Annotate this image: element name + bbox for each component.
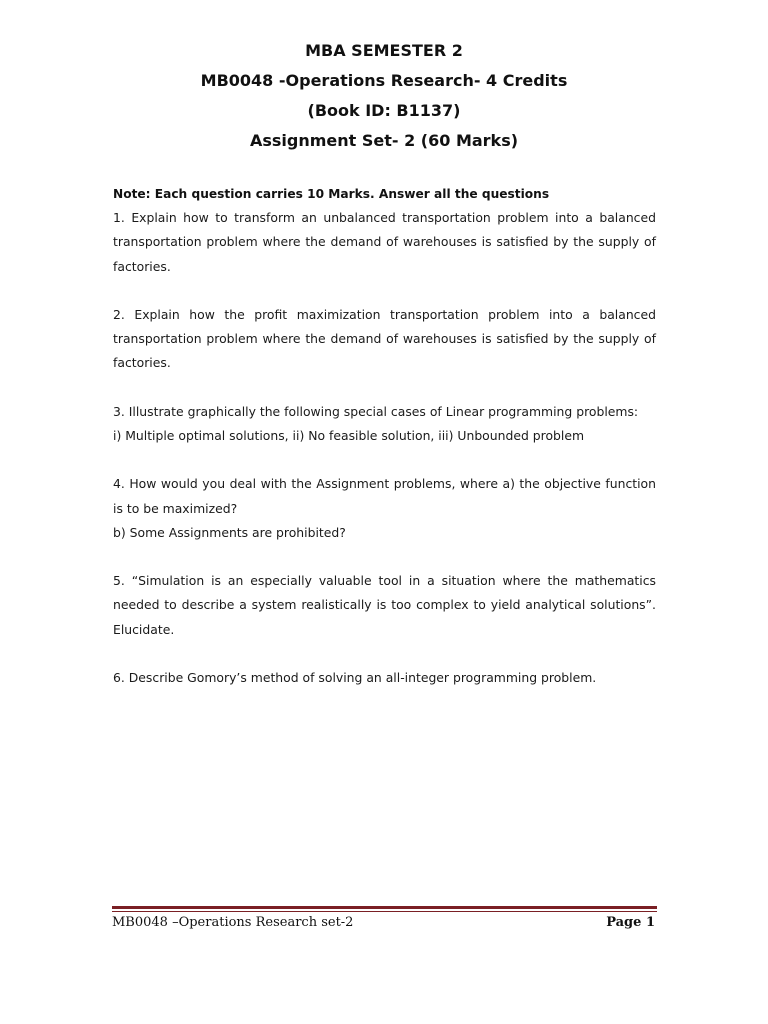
- question-4: [113, 472, 656, 545]
- question-subtext: i) Multiple optimal solutions, ii) No feasible solution, iii) Unbounded problem: [113, 428, 585, 443]
- semester-title: MBA SEMESTER 2: [305, 41, 463, 60]
- question-3: [113, 400, 656, 448]
- question-5: [113, 569, 656, 642]
- page-footer: [112, 913, 657, 933]
- note-text: Note: Each question carries 10 Marks. Answer all the questions: [113, 187, 550, 201]
- document-body: [113, 182, 656, 714]
- footer-divider: [112, 906, 657, 909]
- question-6: [113, 666, 656, 690]
- book-id: (Book ID: B1137): [307, 101, 461, 120]
- question-text: 5. “Simulation is an especially valuable tool in a situation where the mathematics needed to describe a system realistically is too complex to yield analytical solutions”. Elucidate.: [113, 573, 656, 637]
- footer-divider-thin: [112, 911, 657, 912]
- question-text: 6. Describe Gomory’s method of solving an all-integer programming problem.: [113, 669, 597, 685]
- question-subtext: b) Some Assignments are prohibited?: [113, 524, 346, 540]
- question-text: 4. How would you deal with the Assignment problems, where a) the objective function is to be maximized?: [113, 476, 656, 516]
- question-text: 2. Explain how the profit maximization transportation problem into a balanced transportation problem where the demand of warehouses is satisfied by the supply of factories.: [113, 307, 656, 371]
- question-text: 1. Explain how to transform an unbalanced transportation problem into a balanced transportation problem where the demand of warehouses is satisfied by the supply of factories.: [113, 210, 656, 274]
- course-title: MB0048 -Operations Research- 4 Credits: [200, 71, 568, 90]
- assignment-title: Assignment Set- 2 (60 Marks): [249, 131, 519, 150]
- question-text: 3. Illustrate graphically the following special cases of Linear programming problems:: [113, 403, 639, 419]
- question-2: [113, 303, 656, 376]
- question-1: [113, 206, 656, 279]
- footer-course: MB0048 –Operations Research set-2: [112, 915, 354, 930]
- page-number: Page 1: [606, 915, 655, 930]
- document-header: [0, 36, 768, 156]
